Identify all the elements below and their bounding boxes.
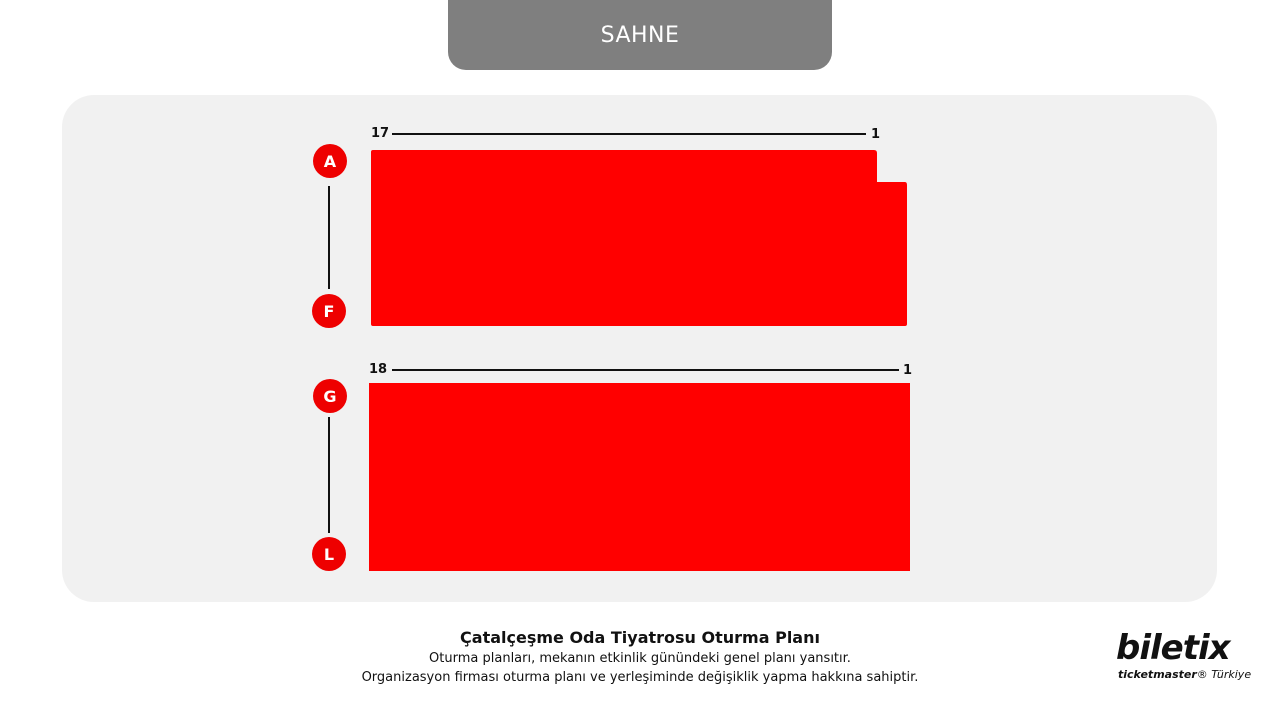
biletix-logo[interactable] (1112, 628, 1252, 688)
logo-sub-brand: ticketmaster® Türkiye (1118, 668, 1252, 681)
plan-title: Çatalçeşme Oda Tiyatrosu Oturma Planı (460, 628, 820, 647)
row-badge-start: A (313, 144, 347, 178)
row-badge-start: G (313, 379, 347, 413)
footer-notes (290, 627, 990, 687)
seat-number-start-label: 17 (371, 126, 390, 141)
stage-label: SAHNE (600, 23, 680, 48)
row-range-line (328, 186, 330, 289)
stage (448, 0, 832, 70)
row-badge-end: F (312, 294, 346, 328)
plan-note-1: Oturma planları, mekanın etkinlik günündeki genel planı yansıtır. (429, 651, 851, 666)
row-badge-end: L (312, 537, 346, 571)
seat-number-line (392, 369, 899, 371)
seat-number-line (392, 133, 866, 135)
seat-block-lower[interactable] (369, 383, 910, 571)
logo-brand: biletix (1116, 628, 1230, 668)
seat-number-end-label: 1 (903, 363, 913, 378)
plan-note-2: Organizasyon firması oturma planı ve yerleşiminde değişiklik yapma hakkına sahiptir. (361, 670, 919, 685)
row-range-line (328, 417, 330, 533)
seat-block-upper[interactable] (370, 149, 908, 328)
seat-number-end-label: 1 (871, 127, 881, 142)
seat-number-start-label: 18 (369, 362, 388, 377)
